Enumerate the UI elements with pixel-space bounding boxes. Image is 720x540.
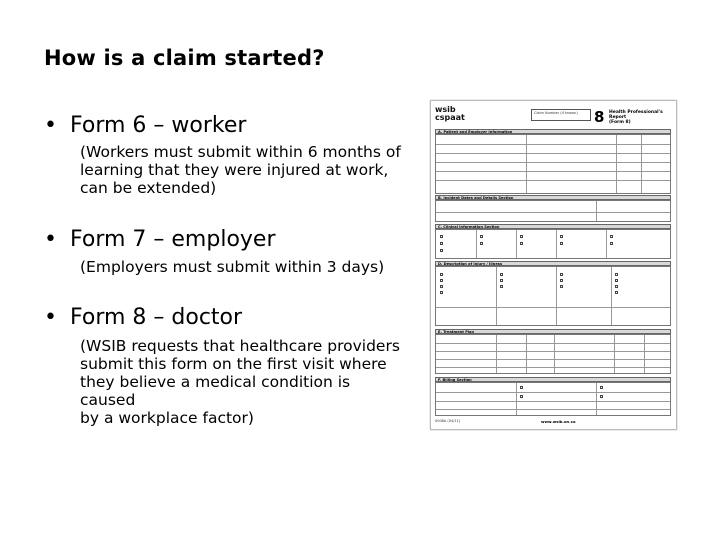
detail-line: submit this form on the first visit where	[80, 355, 387, 373]
bullet-form-6	[44, 113, 246, 138]
bullet-heading: Form 8 – doctor	[70, 305, 243, 330]
bullet-dot: •	[44, 305, 57, 330]
form-footer-url: www.wsib.on.ca	[541, 419, 576, 424]
detail-line: (Workers must submit within 6 months of	[80, 143, 401, 161]
form-section-d: D. Description of Injury / Illness	[435, 261, 671, 266]
form-section-a: A. Patient and Employer Information	[435, 129, 671, 134]
form-section-b: B. Incident Dates and Details Section	[435, 195, 671, 200]
detail-line: (WSIB requests that healthcare providers	[80, 337, 400, 355]
detail-line: learning that they were injured at work,	[80, 161, 389, 179]
bullet-dot: •	[44, 113, 57, 138]
detail-line: (Employers must submit within 3 days)	[80, 258, 385, 276]
form-section-f: F. Billing Section	[435, 377, 671, 382]
bullet-detail-form-8	[80, 337, 410, 427]
bullet-form-7	[44, 227, 276, 252]
form-section-c: C. Clinical Information Section	[435, 224, 671, 229]
form-grid-d	[435, 266, 671, 326]
form-grid-a	[435, 134, 671, 194]
form-title: Health Professional's Report (Form 8)	[609, 110, 663, 125]
claim-number-box: Claim Number (if known)	[531, 109, 591, 121]
wsib-logo: wsib cspaat	[435, 105, 465, 122]
form-number: 8	[594, 108, 605, 126]
bullet-detail-form-6	[80, 143, 410, 197]
form-header	[431, 101, 676, 129]
form-grid-e	[435, 334, 671, 374]
form-grid-c	[435, 229, 671, 259]
detail-line: by a workplace factor)	[80, 409, 254, 427]
form-8-image	[430, 100, 677, 430]
form-grid-f	[435, 382, 671, 416]
bullet-heading: Form 6 – worker	[70, 113, 247, 138]
form-footer-code: 0008A (04/11)	[435, 419, 461, 423]
detail-line: they believe a medical condition is caused	[80, 373, 351, 409]
slide-title: How is a claim started?	[44, 46, 325, 70]
bullet-detail-form-7	[80, 258, 410, 276]
form-grid-b	[435, 200, 671, 222]
bullet-dot: •	[44, 227, 57, 252]
form-section-e: E. Treatment Plan	[435, 329, 671, 334]
bullet-form-8	[44, 305, 242, 330]
bullet-heading: Form 7 – employer	[70, 227, 276, 252]
detail-line: can be extended)	[80, 179, 217, 197]
